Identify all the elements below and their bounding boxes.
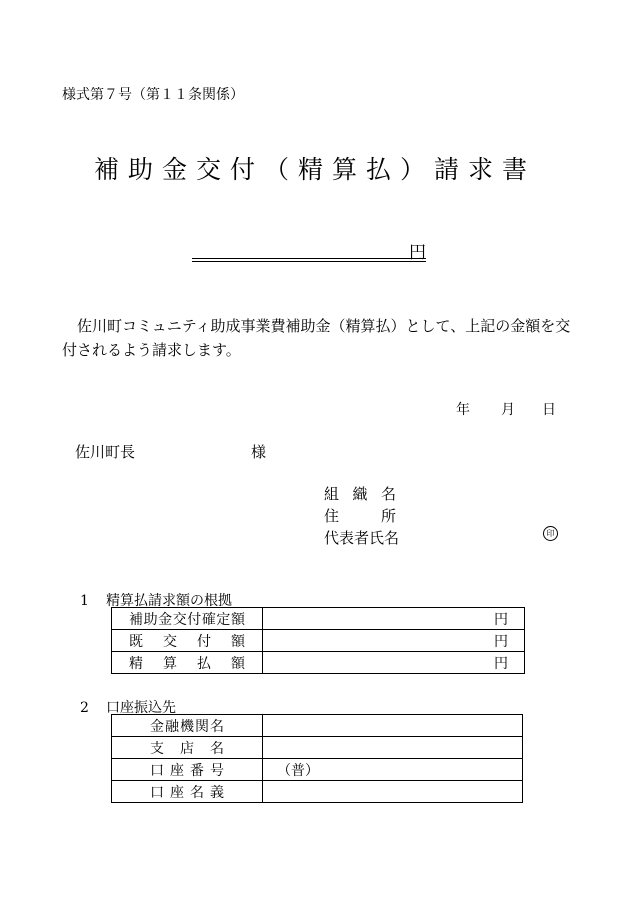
- date-day-label: 日: [542, 402, 556, 418]
- applicant-representative-label: 代表者氏名: [324, 529, 400, 547]
- amount-underline: [192, 258, 426, 259]
- table-row: [112, 652, 525, 674]
- section1-number: 1: [80, 593, 89, 609]
- table-value-cell[interactable]: 円: [263, 652, 525, 674]
- table-label-cell: 金融機関名: [112, 715, 263, 737]
- table-row: [112, 759, 523, 781]
- table-row: [112, 630, 525, 652]
- applicant-org-label: 組織名: [324, 485, 396, 503]
- bank-transfer-table: [111, 714, 523, 803]
- addressee-honorific: 様: [251, 443, 267, 461]
- table-value-cell[interactable]: 円: [263, 608, 525, 630]
- amount-field[interactable]: [192, 238, 426, 263]
- form-number: 様式第７号（第１１条関係）: [62, 87, 244, 103]
- table-row: [112, 781, 523, 803]
- table-value-cell[interactable]: [263, 781, 523, 803]
- section1-title: 精算払請求額の根拠: [106, 593, 232, 609]
- section2-title: 口座振込先: [106, 700, 176, 716]
- request-statement: 佐川町コミュニティ助成事業費補助金（精算払）として、上記の金額を交付されるよう請求します。: [62, 317, 571, 359]
- table-label-cell: 口座名義: [112, 781, 263, 803]
- seal-mark: 印: [543, 526, 558, 541]
- amount-underline-double: [192, 261, 426, 262]
- table-row: [112, 715, 523, 737]
- table-label-cell: 支店名: [112, 737, 263, 759]
- table-value-cell[interactable]: [263, 737, 523, 759]
- section2-number: 2: [80, 700, 89, 716]
- date-year-label: 年: [456, 402, 470, 418]
- addressee-name: 佐川町長: [75, 443, 136, 461]
- settlement-basis-table: [111, 607, 525, 674]
- date-month-label: 月: [501, 402, 515, 418]
- table-value-cell[interactable]: [263, 715, 523, 737]
- table-row: [112, 608, 525, 630]
- applicant-address-label: 住所: [324, 507, 396, 525]
- table-label-cell: 補助金交付確定額: [112, 608, 263, 630]
- document-title: 補助金交付（精算払）請求書: [93, 155, 536, 184]
- table-label-cell: 既交付額: [112, 630, 263, 652]
- table-value-cell[interactable]: （普）: [263, 759, 523, 781]
- table-value-cell[interactable]: 円: [263, 630, 525, 652]
- table-label-cell: 口座番号: [112, 759, 263, 781]
- table-label-cell: 精算払額: [112, 652, 263, 674]
- table-row: [112, 737, 523, 759]
- amount-unit: 円: [409, 243, 426, 263]
